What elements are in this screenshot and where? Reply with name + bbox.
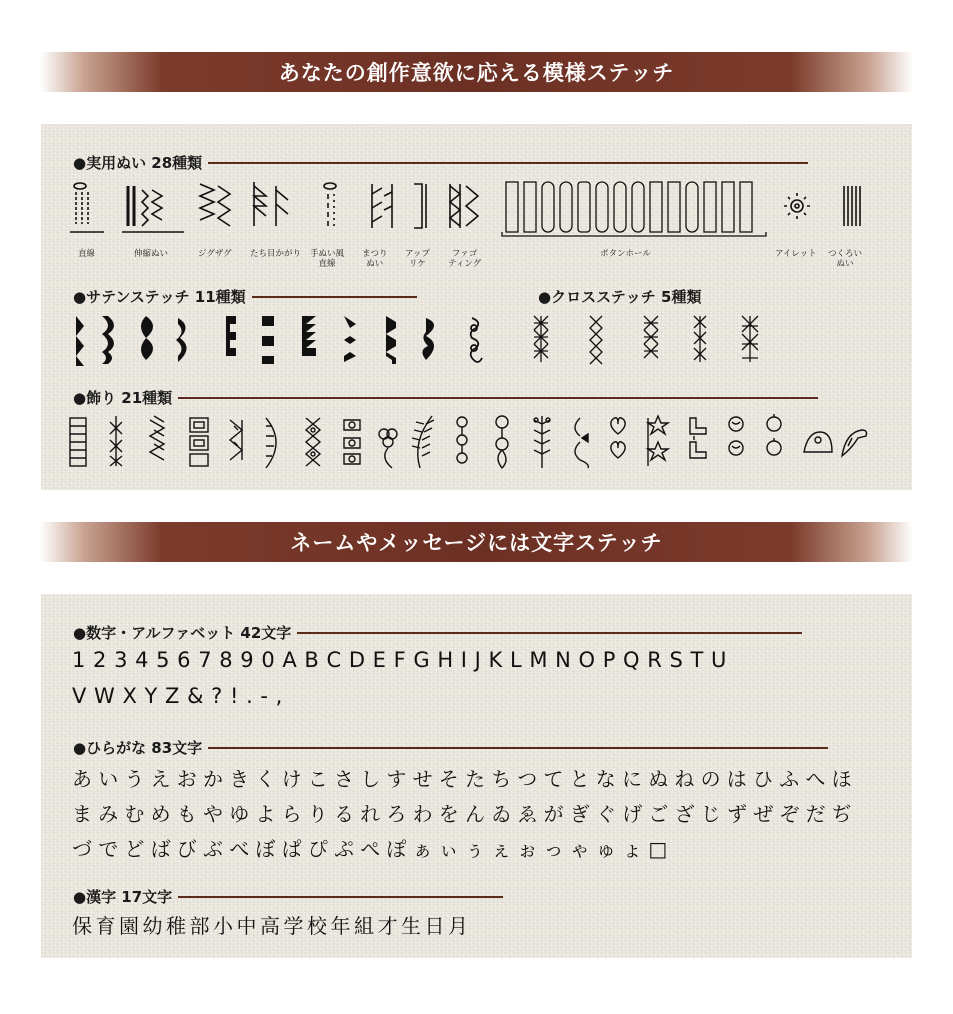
- kanji-title: ●漢字 17文字: [73, 888, 173, 906]
- label-hand-look: 手ぬい風 直線: [310, 249, 345, 269]
- hand-look-stitch-icon: [324, 183, 336, 228]
- applique-stitch-icon: [414, 184, 426, 228]
- hiragana-line-3: づでどばびぶべぼぱぴぷぺぽぁぃぅぇぉっゃゅょ□: [72, 837, 674, 861]
- fagoting-stitch-icon: [450, 184, 478, 228]
- darning-stitch-icon: [844, 186, 860, 226]
- blind-stitch-icon: [372, 184, 392, 228]
- decorative-stitch-title: ●飾り 21種類: [73, 389, 173, 407]
- label-zigzag: ジグザグ: [198, 249, 232, 259]
- heading-rule: [178, 397, 818, 399]
- label-applique: アップ リケ: [405, 249, 430, 269]
- label-buttonhole: ボタンホール: [600, 249, 651, 259]
- pattern-stitch-banner-title: あなたの創作意欲に応える模様ステッチ: [278, 60, 675, 85]
- hiragana-line-2: まみむめもやゆよらりるれろわをんゐゑがぎぐげござじずぜぞだぢ: [72, 802, 858, 826]
- hiragana-heading: [73, 737, 828, 758]
- cross-stitch-icons: [530, 312, 770, 368]
- label-overcast: たち目かがり: [250, 249, 302, 259]
- label-darning: つくろい ぬい: [828, 249, 863, 269]
- alnum-line-1: 1 2 3 4 5 6 7 8 9 0 A B C D E F G H I J K L M N O P Q R S T U: [72, 648, 727, 672]
- pattern-stitch-banner: [40, 52, 913, 92]
- letter-stitch-banner-title: ネームやメッセージには文字ステッチ: [290, 530, 663, 555]
- heading-rule: [252, 296, 417, 298]
- decorative-stitch-heading: [73, 387, 818, 408]
- label-straight: 直線: [78, 249, 96, 259]
- heading-rule: [208, 747, 828, 749]
- heading-rule: [297, 632, 802, 634]
- buttonhole-stitch-icon: [502, 182, 766, 236]
- label-blind: まつり ぬい: [362, 249, 388, 269]
- utility-stitch-heading: [73, 152, 808, 173]
- hiragana-line-1: あいうえおかきくけこさしすせそたちつてとなにぬねのはひふへほ: [72, 767, 858, 791]
- heading-rule: [178, 896, 503, 898]
- cross-stitch-title: ●クロスステッチ 5種類: [538, 288, 702, 306]
- stretch-stitch-icon: [122, 186, 184, 232]
- satin-stitch-heading: [73, 286, 417, 307]
- alnum-line-2: V W X Y Z & ? ! . - ,: [72, 684, 283, 708]
- cross-stitch-heading: [538, 286, 701, 307]
- satin-stitch-title: ●サテンステッチ 11種類: [73, 288, 246, 306]
- straight-stitch-icon: [70, 183, 104, 232]
- letter-stitch-banner: [40, 522, 913, 562]
- alnum-heading: [73, 622, 802, 643]
- satin-stitch-icons: [66, 312, 506, 368]
- label-stretch: 伸縮ぬい: [134, 249, 169, 259]
- label-eyelet: アイレット: [775, 249, 817, 259]
- label-fagoting: ファゴ ティング: [448, 249, 482, 269]
- decorative-stitch-icons: [66, 412, 866, 472]
- eyelet-stitch-icon: [784, 193, 810, 219]
- alnum-title: ●数字・アルファベット 42文字: [73, 624, 292, 642]
- kanji-heading: [73, 886, 503, 907]
- zigzag-stitch-icon: [200, 184, 230, 226]
- kanji-line-1: 保育園幼稚部小中高学校年組才生日月: [72, 914, 472, 938]
- heading-rule: [208, 162, 808, 164]
- utility-stitch-icons: [66, 176, 866, 246]
- hiragana-title: ●ひらがな 83文字: [73, 739, 203, 757]
- utility-stitch-title: ●実用ぬい 28種類: [73, 154, 203, 172]
- overcast-stitch-icon: [254, 182, 288, 226]
